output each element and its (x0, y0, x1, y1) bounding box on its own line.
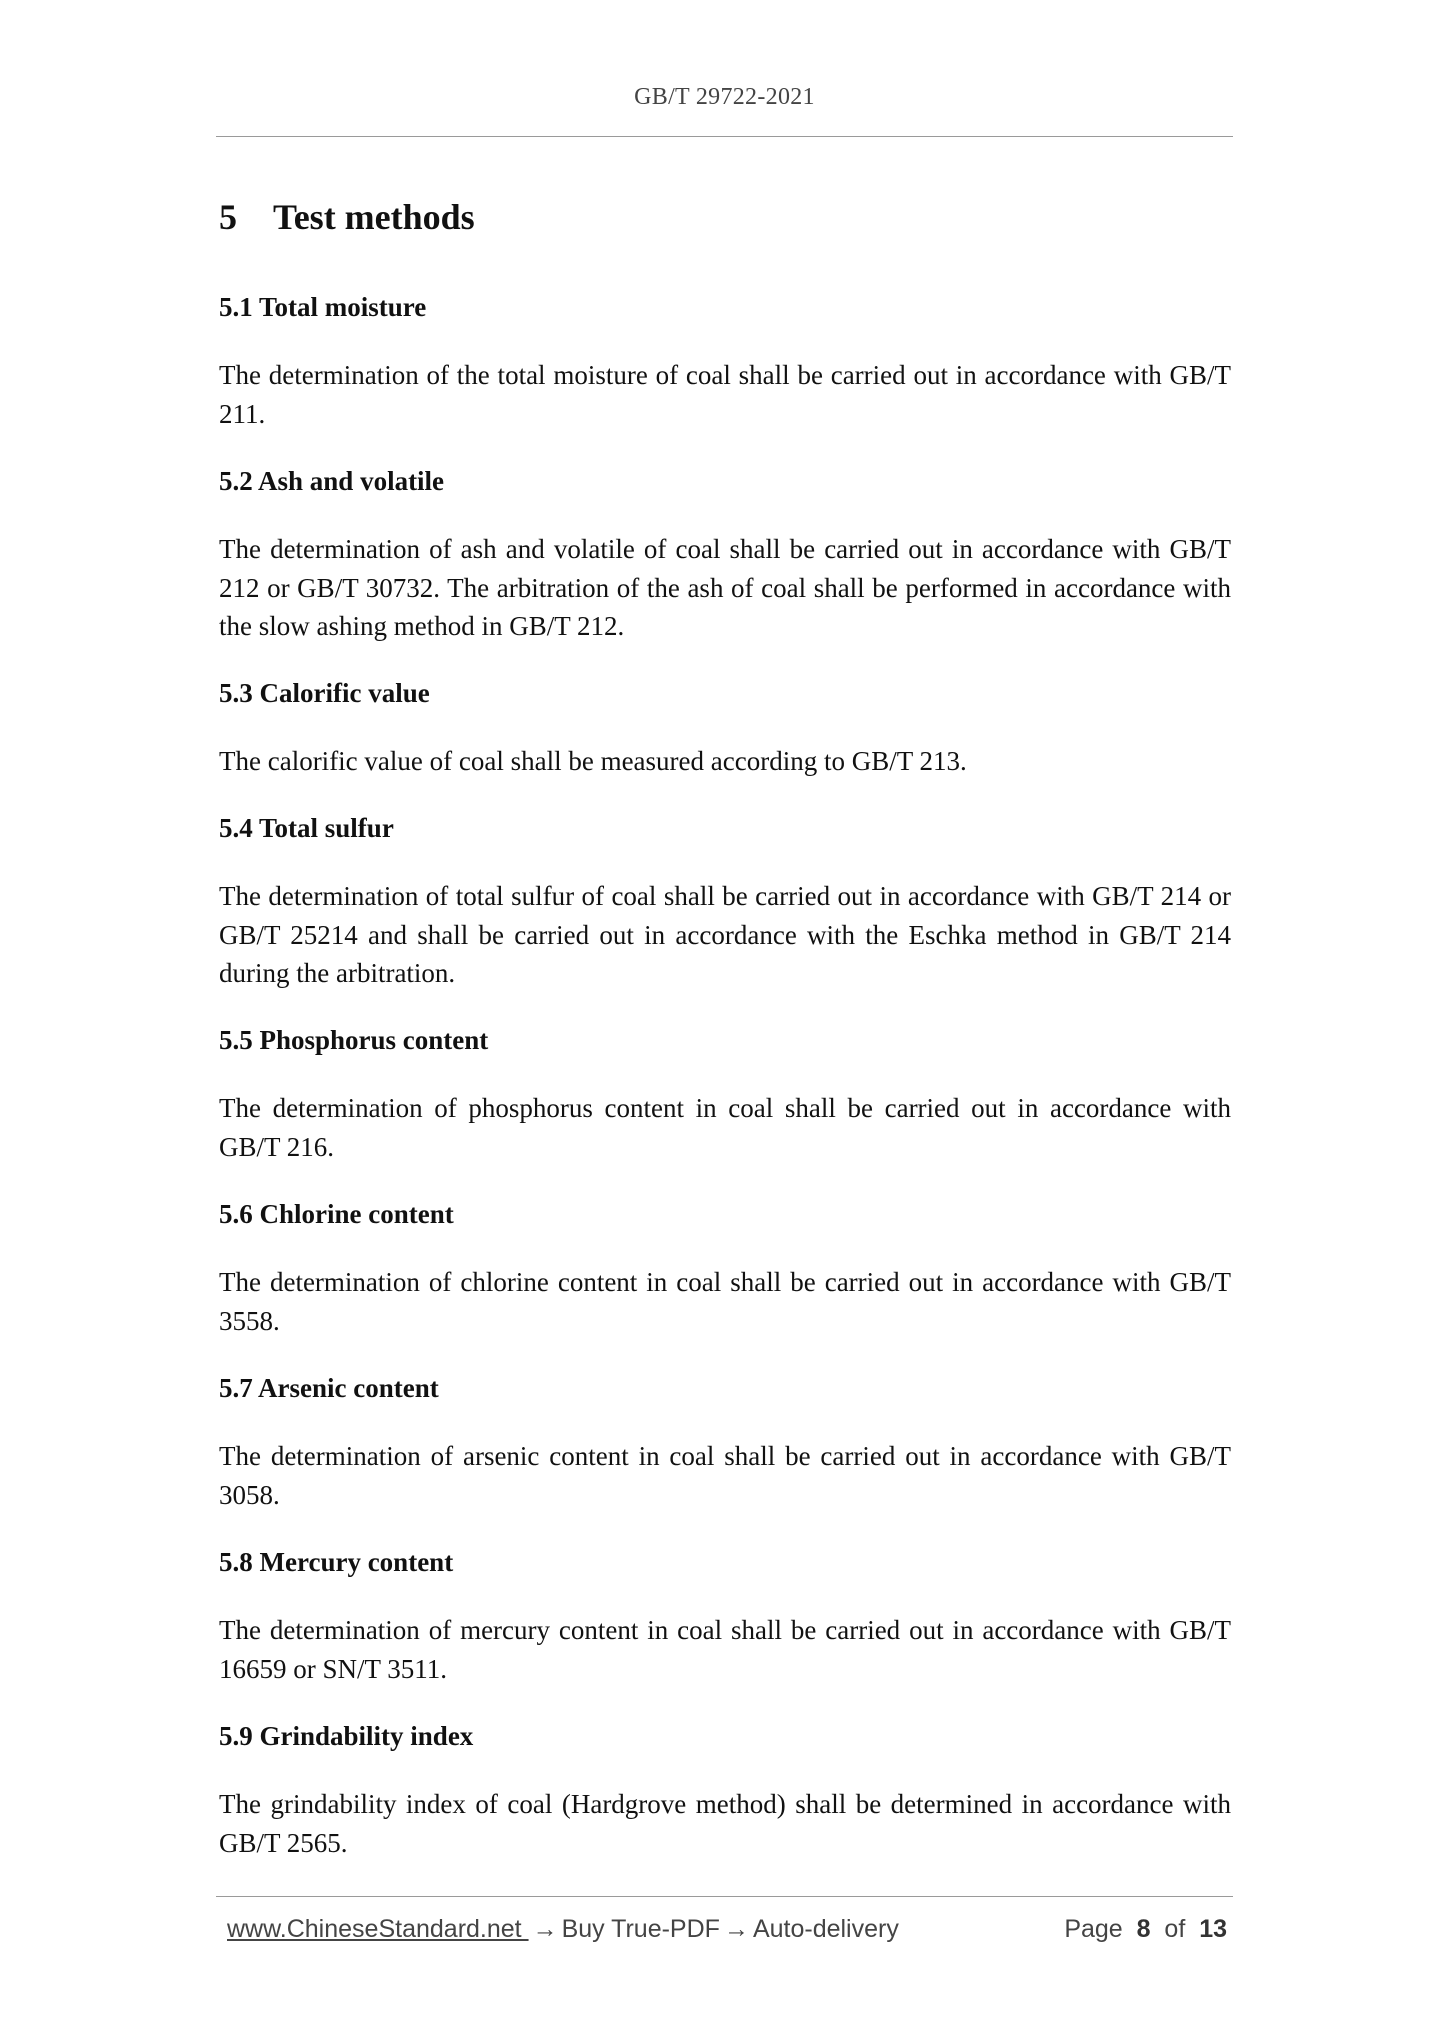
right-arrow-icon: → (532, 1915, 558, 1943)
footer-divider (216, 1896, 1233, 1897)
site-link[interactable]: www.ChineseStandard.net (227, 1915, 529, 1943)
section-heading: 5.3 Calorific value (219, 678, 430, 708)
chapter-title: Test methods (273, 197, 475, 237)
chapter-heading (219, 196, 475, 238)
section-body: The determination of arsenic content in coal shall be carried out in accordance with GB/T 3058. (219, 1441, 1231, 1510)
total-pages-number: 13 (1199, 1915, 1227, 1943)
section-body: The determination of ash and volatile of coal shall be carried out in accordance with GB/T 212 or GB/T 30732. The arbitration of the ash of coal shall be performed in accordance with the slow ashing method in GB/T 212. (219, 534, 1231, 641)
section-body: The determination of mercury content in coal shall be carried out in accordance with GB/T 16659 or SN/T 3511. (219, 1615, 1231, 1684)
section-body: The determination of the total moisture of coal shall be carried out in accordance with GB/T 211. (219, 360, 1231, 429)
document-header: GB/T 29722-2021 (634, 84, 815, 110)
right-arrow-icon: → (723, 1915, 749, 1943)
page-of-label: of (1164, 1915, 1186, 1943)
header-divider (216, 136, 1233, 137)
section-body: The determination of total sulfur of coal shall be carried out in accordance with GB/T 214 or GB/T 25214 and shall be carried out in accordance with the Eschka method in GB/T 214 during the arbitration. (219, 881, 1231, 988)
section-body: The grindability index of coal (Hardgrove method) shall be determined in accordance with GB/T 2565. (219, 1789, 1231, 1858)
section-body: The calorific value of coal shall be measured according to GB/T 213. (219, 746, 967, 776)
buy-step-text: Buy True-PDF (561, 1915, 720, 1943)
delivery-step-text: Auto-delivery (752, 1915, 899, 1943)
page-indicator (1064, 1915, 1227, 1944)
section-heading: 5.2 Ash and volatile (219, 466, 445, 496)
page-label: Page (1064, 1915, 1123, 1943)
section-heading: 5.5 Phosphorus content (219, 1025, 489, 1055)
section-body: The determination of phosphorus content in coal shall be carried out in accordance with GB/T 216. (219, 1093, 1231, 1162)
section-body: The determination of chlorine content in coal shall be carried out in accordance with GB/T 3558. (219, 1267, 1231, 1336)
section-heading: 5.8 Mercury content (219, 1547, 454, 1577)
chapter-number: 5 (219, 197, 237, 237)
section-heading: 5.6 Chlorine content (219, 1199, 454, 1229)
section-heading: 5.7 Arsenic content (219, 1373, 439, 1403)
section-heading: 5.9 Grindability index (219, 1721, 474, 1751)
current-page-number: 8 (1136, 1915, 1151, 1943)
section-heading: 5.1 Total moisture (219, 292, 427, 322)
section-heading: 5.4 Total sulfur (219, 813, 394, 843)
page-footer (227, 1915, 1227, 1951)
